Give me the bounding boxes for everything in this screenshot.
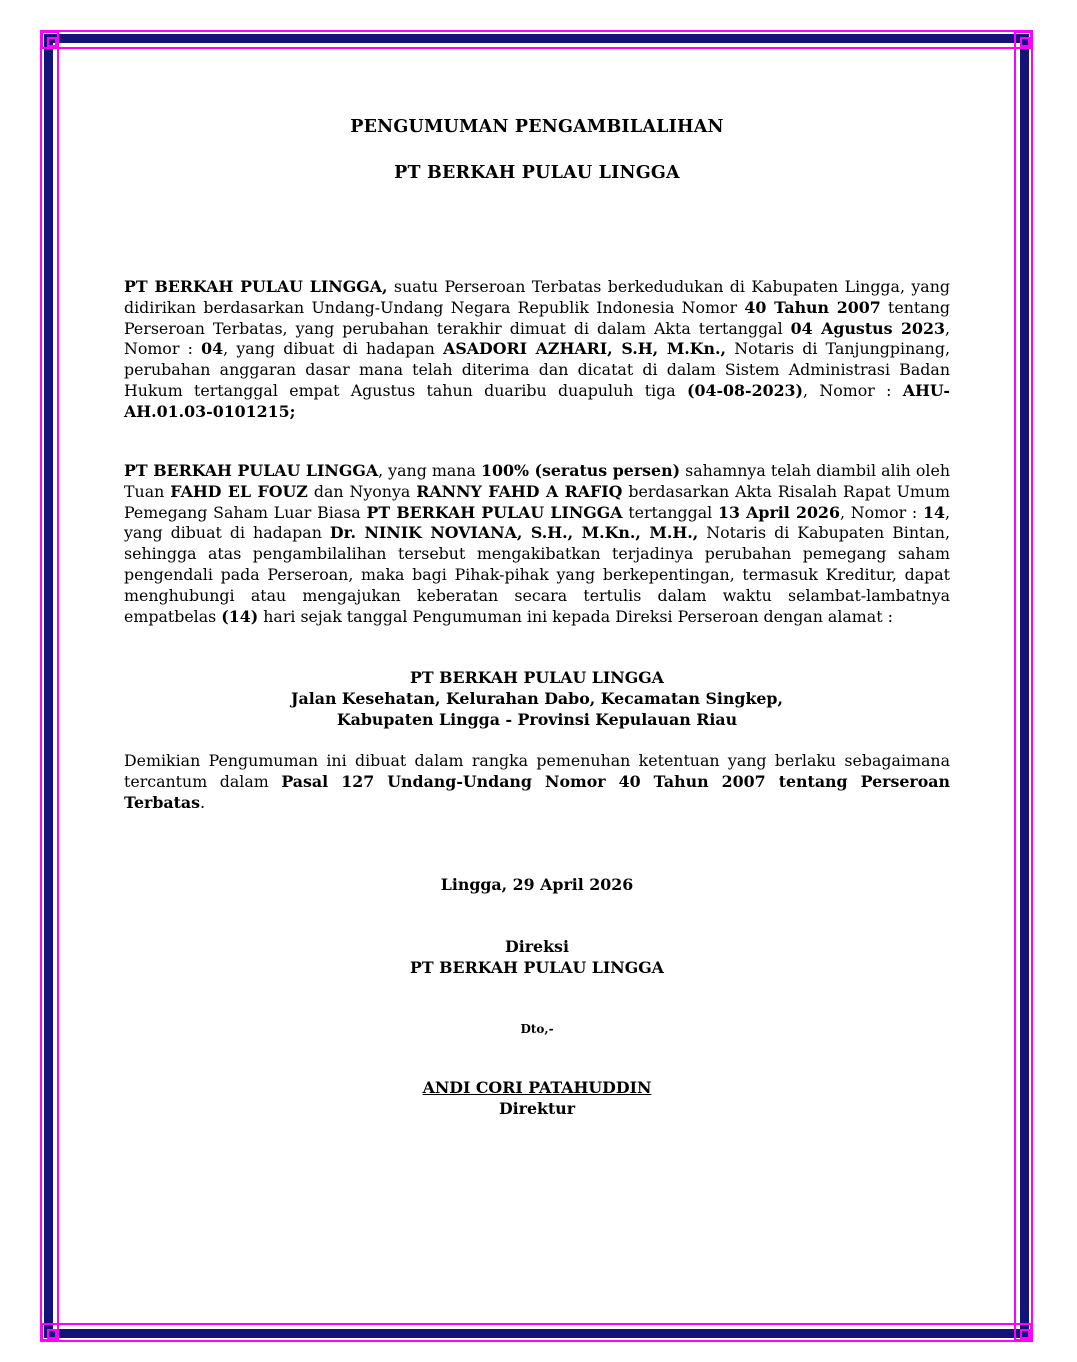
signer-title: Direktur	[498, 1099, 576, 1118]
corner-ornament-bottom-right	[1014, 1323, 1032, 1341]
law-reference: 40 Tahun 2007	[744, 297, 881, 317]
corner-ornament-bottom-left	[41, 1323, 59, 1341]
notary-name: Dr. NINIK NOVIANA, S.H., M.Kn., M.H.,	[329, 523, 699, 543]
company-name: PT BERKAH PULAU LINGGA	[124, 461, 379, 480]
company-name: PT BERKAH PULAU LINGGA,	[124, 277, 388, 296]
deed-number: 14	[922, 502, 945, 522]
place-date: Lingga, 29 April 2026	[440, 875, 634, 894]
paragraph-acquisition: PT BERKAH PULAU LINGGA, yang mana 100% (seratus persen) sahamnya telah diambil alih oleh Tuan FAHD EL FOUZ dan Nyonya RANNY FAHD A RAFIQ berdasarkan Akta Risalah Rapat Umum Pemegang Saham Luar Biasa PT BERKAH PULAU LINGGA tertanggal 13 April 2026, Nomor : 14, yang dibuat di hadapan Dr. NINIK NOVIANA, S.H., M.Kn., M.H., Notaris di Kabupaten Bintan, sehingga atas pengambilalihan tersebut mengakibatkan terjadinya perubahan pemegang saham pengendali pada Perseroan, maka bagi Pihak-pihak yang berkepentingan, termasuk Kreditur, dapat menghubungi atau mengajukan keberatan secara tertulis dalam waktu selambat-lambatnya empatbelas (14) hari sejak tanggal Pengumuman ini kepada Direksi Perseroan dengan alamat :	[124, 461, 951, 626]
deed-number: 04	[201, 339, 224, 359]
deed-date: 13 April 2026	[717, 502, 840, 522]
registration-date: (04-08-2023)	[687, 380, 804, 400]
board-label: Direksi	[505, 937, 569, 956]
signed-mark: Dto,-	[520, 1022, 554, 1036]
registration-number: AHU-AH.01.03-0101215;	[124, 380, 950, 421]
deed-date: 04 Agustus 2023	[790, 318, 945, 338]
corner-ornament-top-right	[1014, 31, 1032, 49]
law-reference: Pasal 127 Undang-Undang Nomor 40 Tahun 2007 tentang Perseroan Terbatas	[124, 771, 951, 812]
signer-name: ANDI CORI PATAHUDDIN	[422, 1078, 652, 1097]
notary-name: ASADORI AZHARI, S.H, M.Kn.,	[443, 339, 727, 359]
company-name: PT BERKAH PULAU LINGGA	[366, 502, 623, 522]
document-subtitle: PT BERKAH PULAU LINGGA	[394, 163, 680, 183]
corner-ornament-top-left	[41, 31, 59, 49]
share-percentage: 100% (seratus persen)	[480, 461, 681, 480]
objection-days: (14)	[221, 606, 259, 626]
signature-company: PT BERKAH PULAU LINGGA	[410, 958, 664, 977]
acquirer-name: FAHD EL FOUZ	[170, 481, 308, 501]
address-street: Jalan Kesehatan, Kelurahan Dabo, Kecamatan Singkep,	[291, 688, 783, 708]
acquirer-name: RANNY FAHD A RAFIQ	[416, 481, 623, 501]
paragraph-company-profile: PT BERKAH PULAU LINGGA, suatu Perseroan Terbatas berkedudukan di Kabupaten Lingga, yang didirikan berdasarkan Undang-Undang Negara Republik Indonesia Nomor 40 Tahun 2007 tentang Perseroan Terbatas, yang perubahan terakhir dimuat di dalam Akta tertanggal 04 Agustus 2023, Nomor : 04, yang dibuat di hadapan ASADORI AZHARI, S.H, M.Kn., Notaris di Tanjungpinang, perubahan anggaran dasar mana telah diterima dan dicatat di dalam Sistem Administrasi Badan Hukum tertanggal empat Agustus tahun duaribu duapuluh tiga (04-08-2023), Nomor : AHU-AH.01.03-0101215;	[124, 277, 950, 421]
company-address	[124, 668, 950, 730]
signer-name-wrap	[124, 1078, 950, 1099]
paragraph-closing: Demikian Pengumuman ini dibuat dalam rangka pemenuhan ketentuan yang berlaku sebagaimana tercantum dalam Pasal 127 Undang-Undang Nomor 40 Tahun 2007 tentang Perseroan Terbatas.	[124, 751, 951, 812]
address-company: PT BERKAH PULAU LINGGA	[410, 668, 664, 687]
address-region: Kabupaten Lingga - Provinsi Kepulauan Riau	[336, 709, 738, 729]
document-title: PENGUMUMAN PENGAMBILALIHAN	[350, 117, 724, 137]
